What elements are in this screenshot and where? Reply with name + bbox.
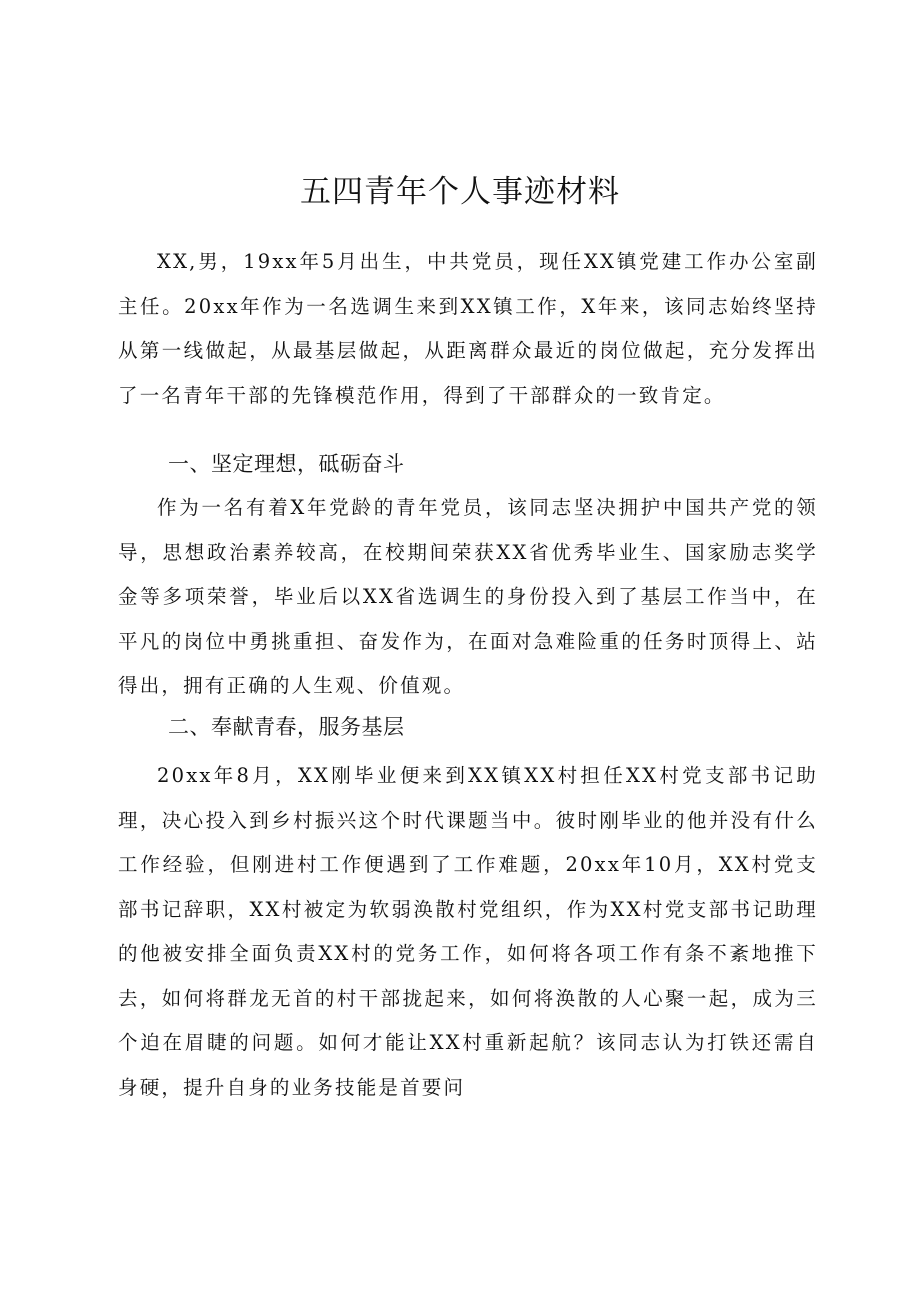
section-body-2: 20xx年8月，XX刚毕业便来到XX镇XX村担任XX村党支部书记助理，决心投入到乡村振兴这个时代课题当中。彼时刚毕业的他并没有什么工作经验，但刚进村工作便遇到了工作难题，20xx年10月，XX村党支部书记辞职，XX村被定为软弱涣散村党组织，作为XX村党支部书记助理的他被安排全面负责XX村的党务工作，如何将各项工作有条不紊地推下去，如何将群龙无首的村干部拢起来，如何将涣散的人心聚一起，成为三个迫在眉睫的问题。如何才能让XX村重新起航？该同志认为打铁还需自身硬，提升自身的业务技能是首要问 — [118, 764, 818, 1099]
section-body-1: 作为一名有着X年党龄的青年党员，该同志坚决拥护中国共产党的领导，思想政治素养较高，在校期间荣获XX省优秀毕业生、国家励志奖学金等多项荣誉，毕业后以XX省选调生的身份投入到了基层工作当中，在平凡的岗位中勇挑重担、奋发作为，在面对急难险重的任务时顶得上、站得出，拥有正确的人生观、价值观。 — [118, 496, 818, 697]
intro-paragraph: XX,男，19xx年5月出生，中共党员，现任XX镇党建工作办公室副主任。20xx年作为一名选调生来到XX镇工作，X年来，该同志始终坚持从第一线做起，从最基层做起，从距离群众最近的岗位做起，充分发挥出了一名青年干部的先锋模范作用，得到了干部群众的一致肯定。 — [118, 250, 818, 407]
section-heading-1: 一、坚定理想，砥砺奋斗 — [168, 452, 405, 476]
section-heading-2: 二、奉献青春，服务基层 — [168, 715, 405, 739]
document-title: 五四青年个人事迹材料 — [300, 174, 620, 210]
